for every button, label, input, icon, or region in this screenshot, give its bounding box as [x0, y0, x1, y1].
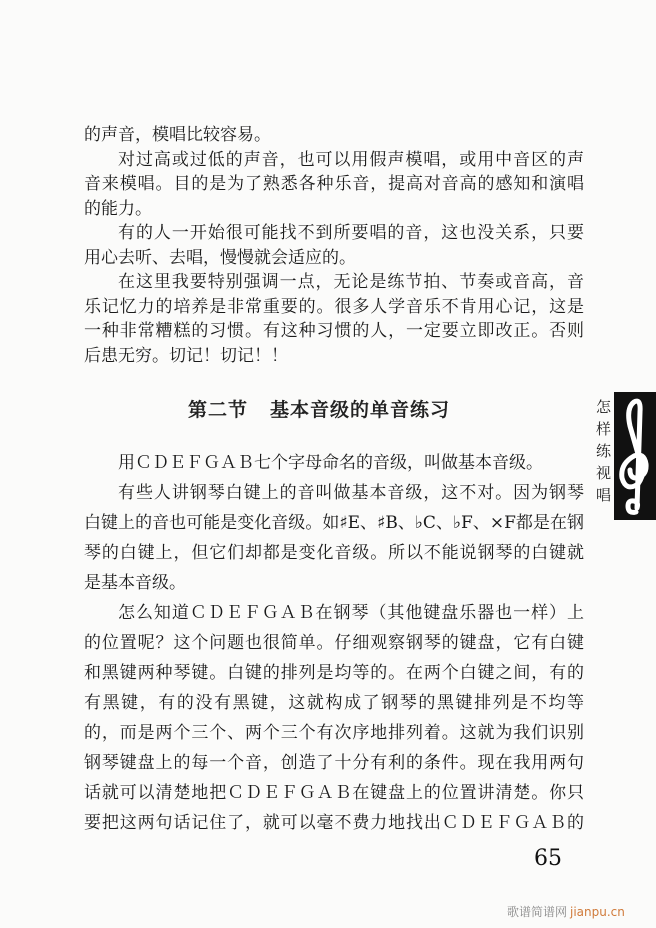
text-line: 用心去听、去唱，慢慢就会适应的。 — [84, 247, 356, 268]
text-line: 后患无穷。切记！切记！！ — [84, 345, 288, 366]
text-line: 怎么知道ＣＤＥＦＧＡＢ在钢琴（其他键盘乐器也一样）上 — [118, 603, 584, 623]
text-line: 和黑键两种琴键。白键的排列是均等的。在两个白键之间，有的 — [84, 663, 584, 683]
watermark-en: jianpu.cn — [570, 905, 625, 919]
side-tab-label: 怎样练视唱 — [596, 398, 612, 504]
body-text-top — [84, 124, 584, 369]
text-line: 钢琴键盘上的每一个音，创造了十分有利的条件。现在我用两句 — [84, 753, 584, 773]
section-title: 基本音级的单音练习 — [270, 399, 451, 421]
text-line: 白键上的音也可能是变化音级。如♯E、♯B、♭C、♭F、×F都是在钢 — [84, 513, 584, 533]
text-line: 对过高或过低的声音，也可以用假声模唱，或用中音区的声 — [118, 149, 584, 170]
text-line: 的，而是两个三个、两个三个有次序地排列着。这就为我们识别 — [84, 723, 584, 743]
section-heading — [188, 398, 450, 422]
text-line: 的位置呢？这个问题也很简单。仔细观察钢琴的键盘，它有白键 — [84, 633, 584, 653]
watermark-cn: 歌谱简谱网 — [507, 905, 568, 919]
treble-clef-icon — [614, 392, 656, 520]
text-line: 有些人讲钢琴白键上的音叫做基本音级，这不对。因为钢琴 — [118, 483, 584, 503]
text-line: 是基本音级。 — [84, 573, 186, 593]
text-line: 话就可以清楚地把ＣＤＥＦＧＡＢ在键盘上的位置讲清楚。你只 — [84, 783, 584, 803]
watermark — [507, 903, 625, 920]
text-line: 音来模唱。目的是为了熟悉各种乐音，提高对音高的感知和演唱 — [84, 174, 584, 194]
text-line: 一种非常糟糕的习惯。有这种习惯的人，一定要立即改正。否则 — [84, 321, 584, 341]
text-line: 在这里我要特别强调一点，无论是练节拍、节奏或音高，音 — [118, 272, 584, 292]
section-number: 第二节 — [188, 399, 249, 421]
text-line: 要把这两句话记住了，就可以毫不费力地找出ＣＤＥＦＧＡＢ的 — [84, 813, 584, 833]
text-line: 的声音，模唱比较容易。 — [84, 125, 271, 145]
text-line: 的能力。 — [84, 198, 152, 219]
text-line: 乐记忆力的培养是非常重要的。很多人学音乐不肯用心记，这是 — [84, 296, 584, 317]
text-line: 有黑键，有的没有黑键，这就构成了钢琴的黑键排列是不均等 — [84, 693, 584, 713]
side-tab — [614, 392, 656, 520]
text-line: 有的人一开始很可能找不到所要唱的音，这也没关系，只要 — [118, 223, 584, 243]
page-number: 65 — [534, 846, 562, 871]
text-line: 用ＣＤＥＦＧＡＢ七个字母命名的音级，叫做基本音级。 — [118, 453, 543, 473]
body-text-bottom — [84, 452, 584, 842]
text-line: 琴的白键上，但它们却都是变化音级。所以不能说钢琴的白键就 — [84, 543, 584, 563]
